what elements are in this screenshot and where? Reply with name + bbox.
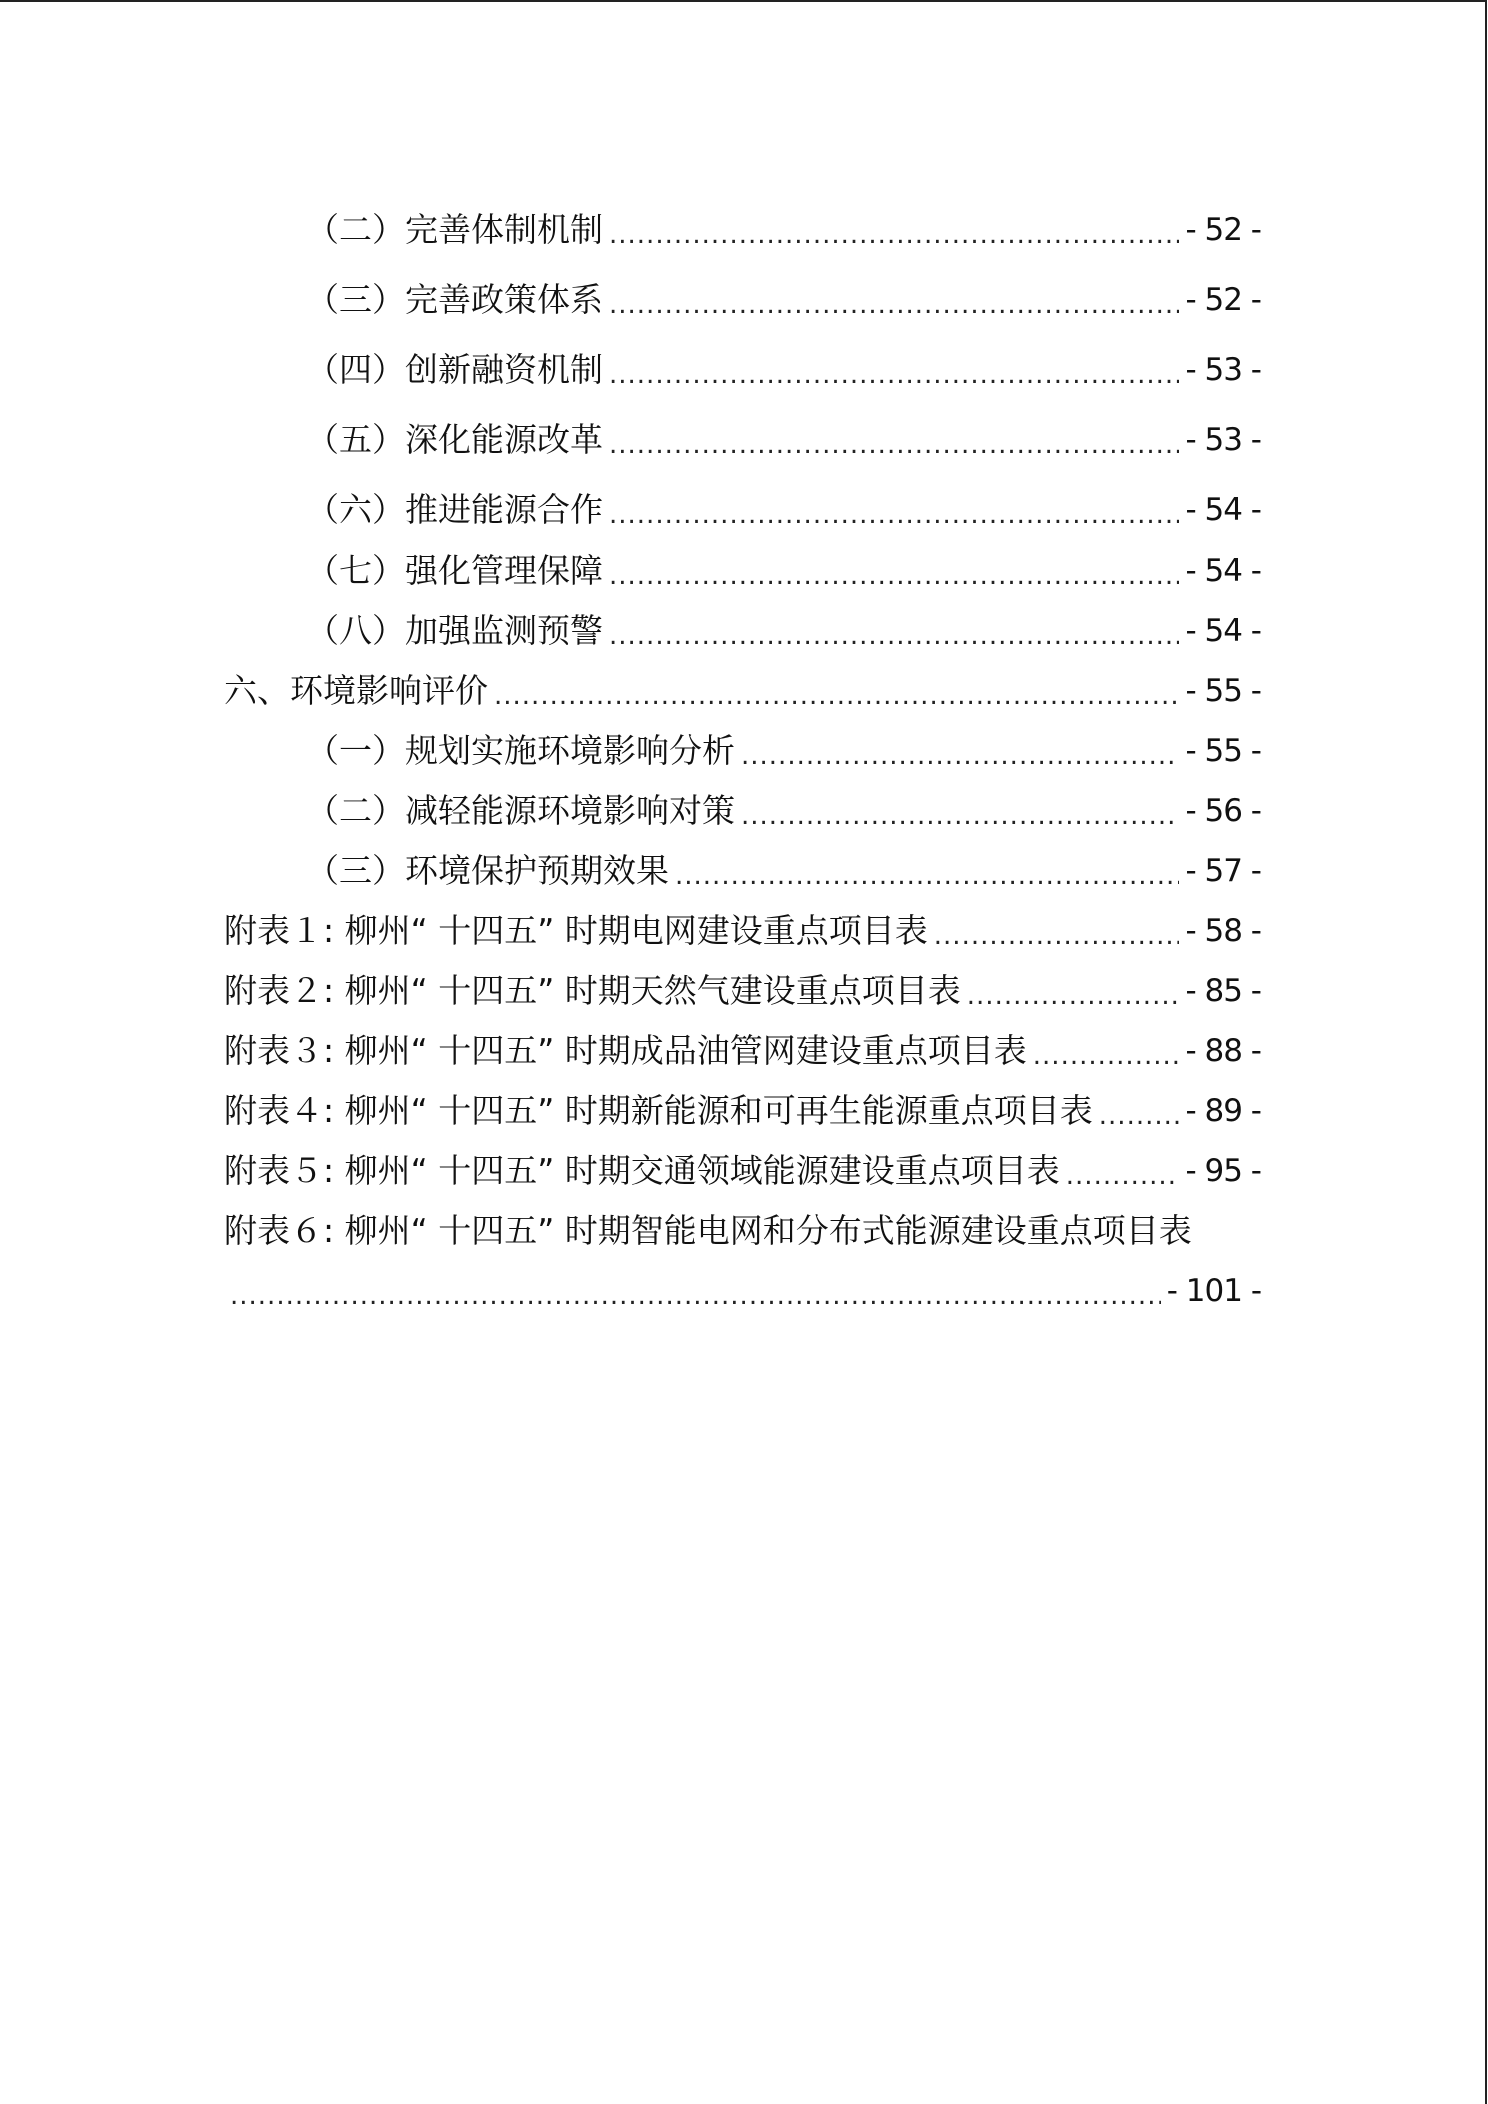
toc-leader-dots [609, 288, 1179, 322]
toc-entry-title: （三）完善政策体系 [306, 280, 603, 319]
toc-entry-page: - 57 - [1185, 853, 1261, 889]
toc-leader-dots [1099, 1099, 1180, 1133]
toc-leader-dots [609, 559, 1179, 593]
toc-entry-title: （七）强化管理保障 [306, 551, 603, 590]
toc-entry-title: （四）创新融资机制 [306, 350, 603, 389]
toc-leader-dots [934, 919, 1180, 953]
toc-entry-title: （六）推进能源合作 [306, 490, 603, 529]
toc-entry[interactable] [224, 1197, 1261, 1253]
toc-entry-page: - 52 - [1185, 282, 1261, 318]
toc-entry[interactable] [306, 777, 1261, 833]
toc-entry-title: （五）深化能源改革 [306, 420, 603, 459]
toc-entry-title: （二）减轻能源环境影响对策 [306, 791, 735, 830]
toc-entry-title: （八）加强监测预警 [306, 611, 603, 650]
toc-entry[interactable] [306, 196, 1261, 252]
toc-entry-page: - 55 - [1185, 733, 1261, 769]
toc-leader-dots [609, 358, 1179, 392]
toc-entry-page: - 54 - [1185, 492, 1261, 528]
toc-entry-title: 附表４: 柳州“ 十四五” 时期新能源和可再生能源重点项目表 [224, 1091, 1093, 1130]
toc-leader-dots [741, 799, 1179, 833]
toc-entry-page: - 53 - [1185, 422, 1261, 458]
toc-entry[interactable] [224, 657, 1261, 713]
toc-entry[interactable] [306, 336, 1261, 392]
toc-leader-dots [609, 498, 1179, 532]
toc-entry[interactable] [306, 266, 1261, 322]
toc-entry-page: - 101 - [1166, 1273, 1261, 1309]
toc-leader-dots [609, 619, 1179, 653]
toc-entry-title: （二）完善体制机制 [306, 210, 603, 249]
toc-leader-dots [494, 679, 1179, 713]
toc-leader-dots [675, 859, 1179, 893]
toc-entry[interactable] [306, 717, 1261, 773]
toc-entry-page: - 52 - [1185, 212, 1261, 248]
toc-entry-continuation[interactable] [230, 1257, 1261, 1313]
toc-entry-page: - 88 - [1185, 1033, 1261, 1069]
toc-entry-title: 附表２: 柳州“ 十四五” 时期天然气建设重点项目表 [224, 971, 961, 1010]
toc-leader-dots [1066, 1159, 1180, 1193]
toc-entry[interactable] [306, 476, 1261, 532]
toc-entry[interactable] [224, 1137, 1261, 1193]
toc-entry[interactable] [306, 597, 1261, 653]
toc-leader-dots [741, 739, 1179, 773]
toc-entry[interactable] [306, 837, 1261, 893]
toc-entry[interactable] [224, 1017, 1261, 1073]
toc-entry[interactable] [306, 406, 1261, 462]
toc-entry-page: - 55 - [1185, 673, 1261, 709]
toc-entry[interactable] [224, 897, 1261, 953]
toc-entry-page: - 85 - [1185, 973, 1261, 1009]
toc-entry[interactable] [224, 1077, 1261, 1133]
toc-entry-title: 附表６: 柳州“ 十四五” 时期智能电网和分布式能源建设重点项目表 [224, 1211, 1192, 1250]
toc-leader-dots [967, 979, 1180, 1013]
toc-leader-dots [609, 218, 1179, 252]
toc-leader-dots [230, 1279, 1161, 1313]
toc-leader-dots [1033, 1039, 1180, 1073]
toc-entry-title: 附表３: 柳州“ 十四五” 时期成品油管网建设重点项目表 [224, 1031, 1027, 1070]
toc-entry-title: 附表５: 柳州“ 十四五” 时期交通领域能源建设重点项目表 [224, 1151, 1060, 1190]
toc-leader-dots [609, 428, 1179, 462]
toc-entry-page: - 56 - [1185, 793, 1261, 829]
toc-entry-title: （三）环境保护预期效果 [306, 851, 669, 890]
toc-entry-title: 六、环境影响评价 [224, 671, 488, 710]
toc-entry-title: 附表１: 柳州“ 十四五” 时期电网建设重点项目表 [224, 911, 928, 950]
toc-entry-page: - 53 - [1185, 352, 1261, 388]
toc-entry-page: - 54 - [1185, 613, 1261, 649]
toc-entry-page: - 95 - [1185, 1153, 1261, 1189]
toc-entry-page: - 54 - [1185, 553, 1261, 589]
toc-entry-title: （一）规划实施环境影响分析 [306, 731, 735, 770]
toc-entry-page: - 58 - [1185, 913, 1261, 949]
toc-entry[interactable] [224, 957, 1261, 1013]
toc-entry[interactable] [306, 537, 1261, 593]
toc-entry-page: - 89 - [1185, 1093, 1261, 1129]
